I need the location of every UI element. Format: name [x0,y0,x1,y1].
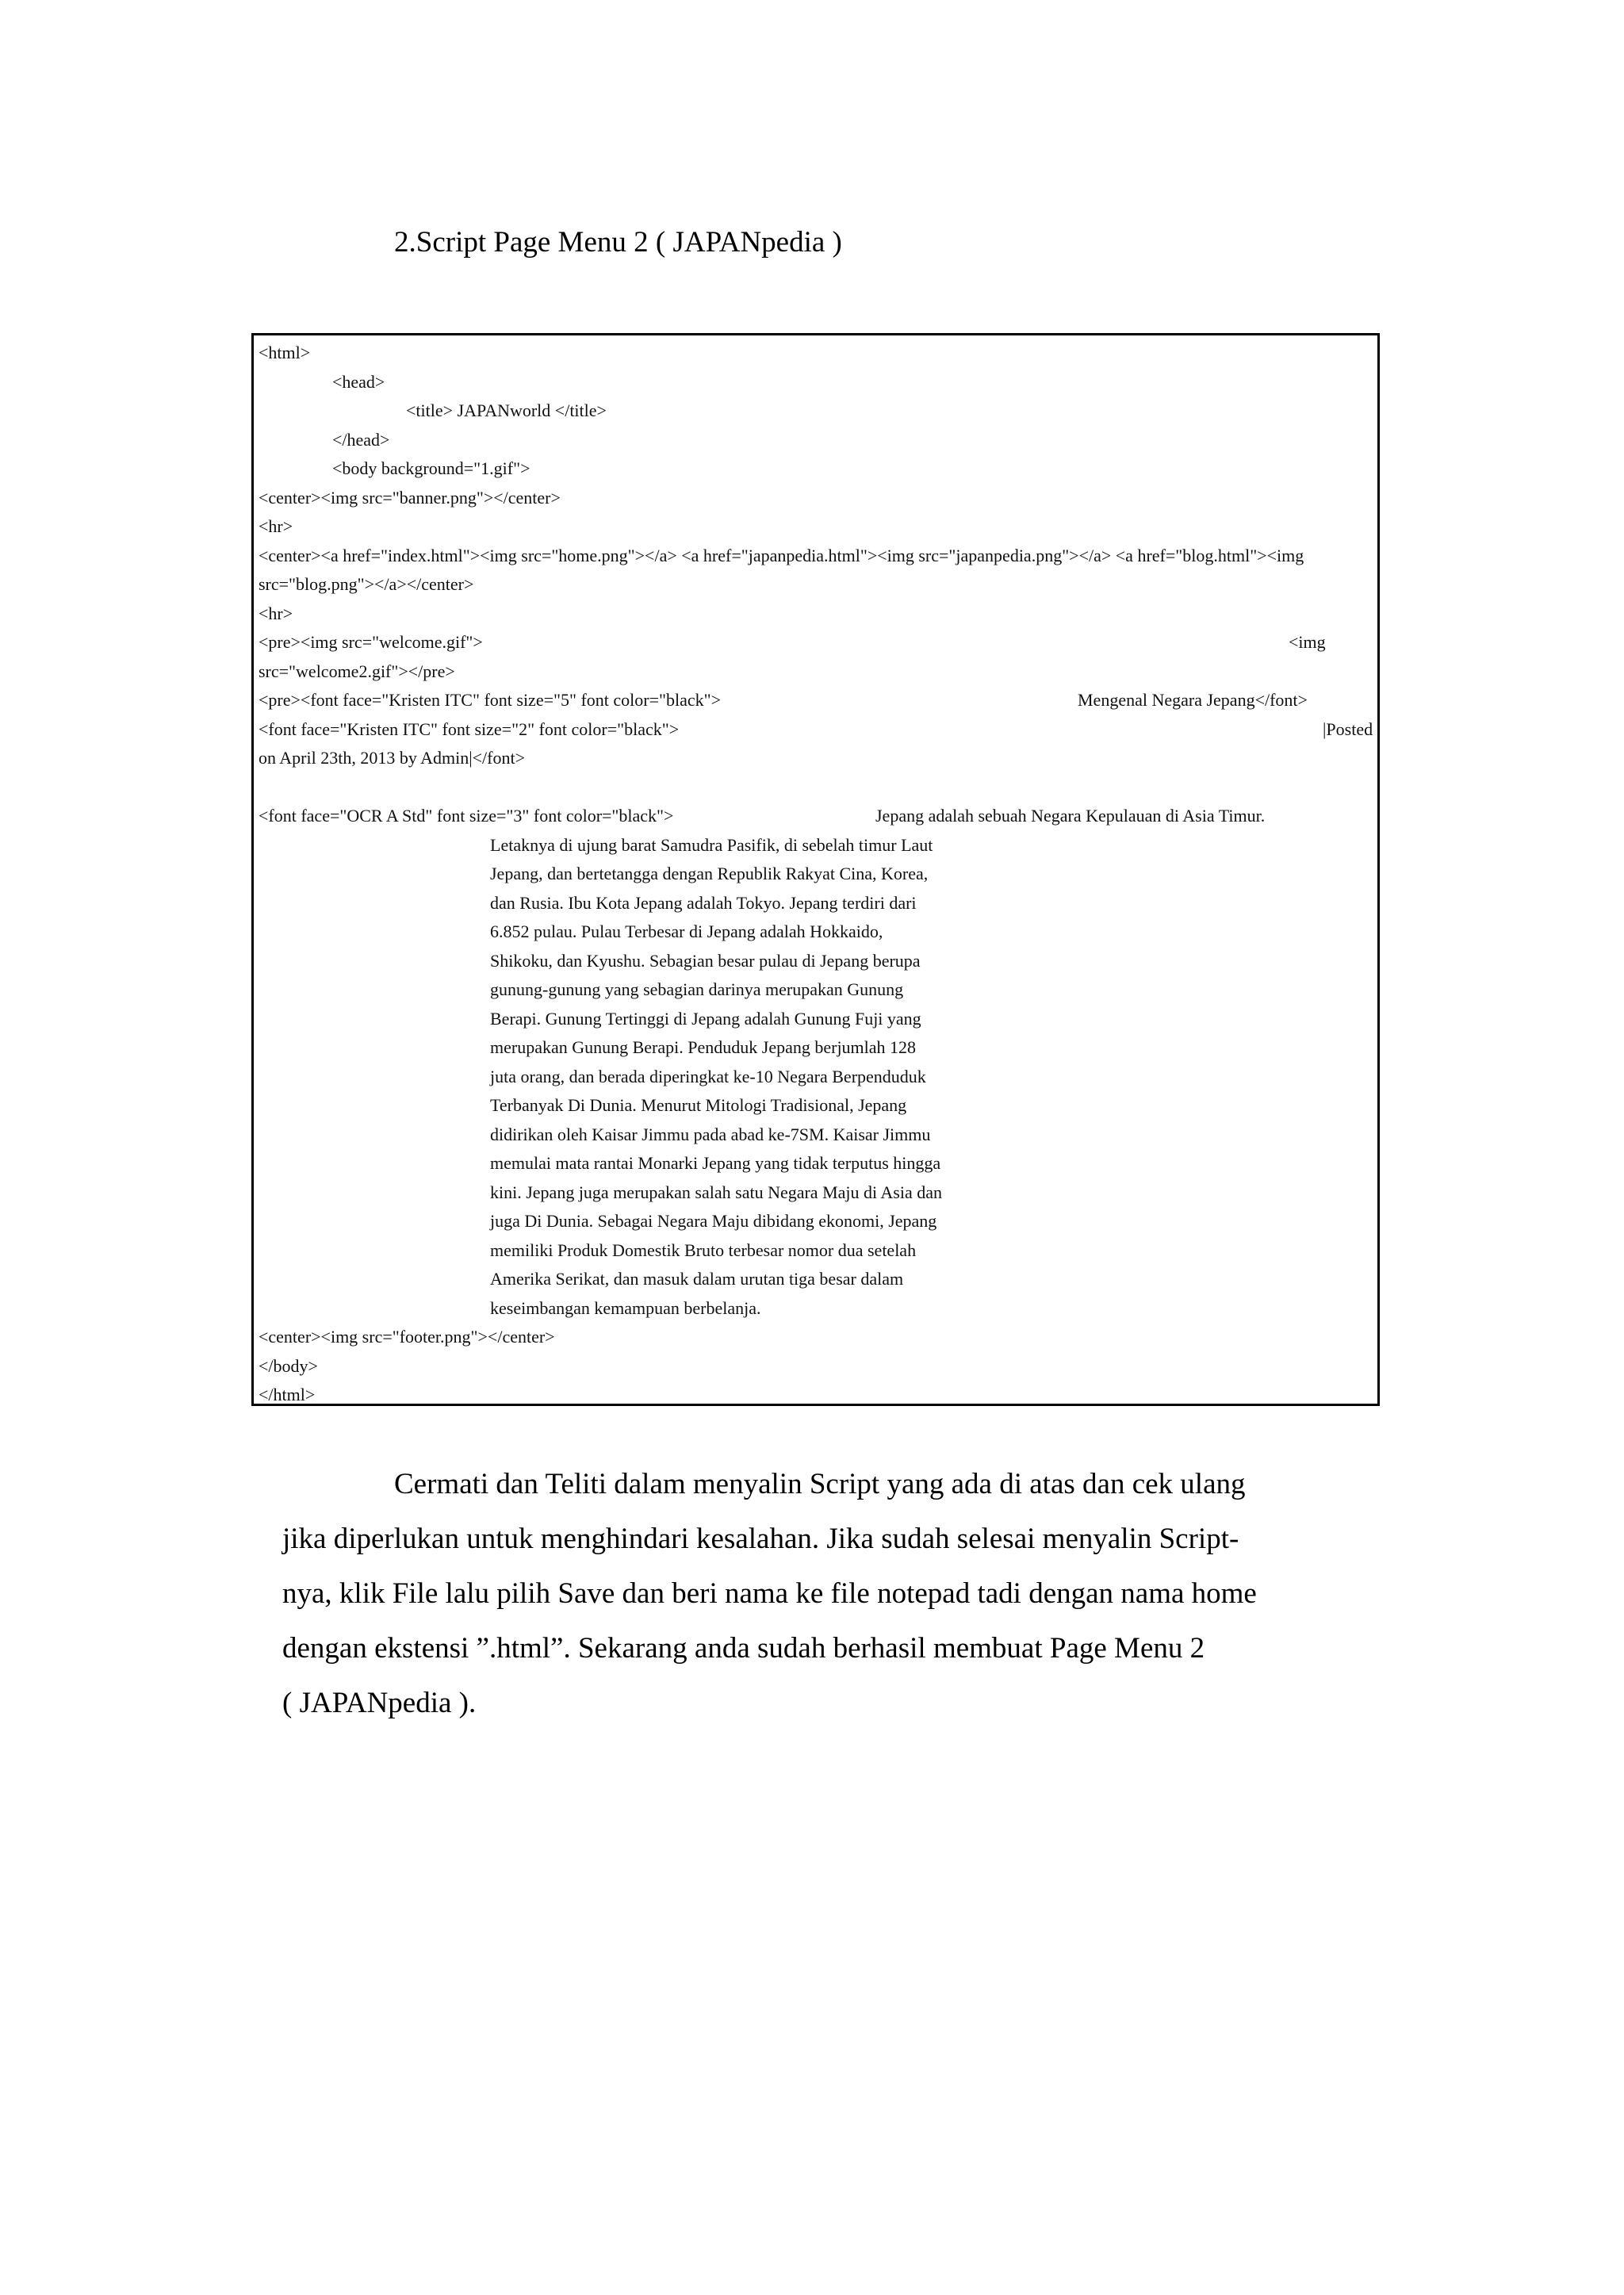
code-line: <title> JAPANworld </title> [406,400,607,420]
code-listing-box [251,333,1380,1406]
code-line: Letaknya di ujung barat Samudra Pasifik, di sebelah timur Laut [490,835,933,855]
code-line: Terbanyak Di Dunia. Menurut Mitologi Tradisional, Jepang [490,1095,907,1115]
code-line: |Posted [1323,719,1373,739]
code-line: <html> [259,343,311,362]
code-line: <pre><font face="Kristen ITC" font size="5" font color="black"> [259,690,722,710]
code-line: <hr> [259,603,293,623]
paragraph-line: jika diperlukan untuk menghindari kesalahan. Jika sudah selesai menyalin Script- [282,1523,1239,1555]
code-line: <body background="1.gif"> [332,458,530,478]
code-line: src="blog.png"></a></center> [259,574,474,594]
code-line: Jepang, dan bertetangga dengan Republik Rakyat Cina, Korea, [490,864,929,883]
code-line: </head> [332,430,390,450]
code-line: juta orang, dan berada diperingkat ke-10 Negara Berpenduduk [490,1067,926,1086]
code-line: on April 23th, 2013 by Admin|</font> [259,748,526,768]
code-line: dan Rusia. Ibu Kota Jepang adalah Tokyo. Jepang terdiri dari [490,893,917,913]
code-line: memiliki Produk Domestik Bruto terbesar nomor dua setelah [490,1240,917,1260]
code-line: </html> [259,1385,316,1404]
code-line: kini. Jepang juga merupakan salah satu Negara Maju di Asia dan [490,1182,943,1202]
code-line: Jepang adalah sebuah Negara Kepulauan di Asia Timur. [875,806,1266,826]
code-line: <center><a href="index.html"><img src="home.png"></a> <a href="japanpedia.html"><img src="japanpedia.png"></a> <a href="blog.html"><img [259,546,1304,565]
code-line: didirikan oleh Kaisar Jimmu pada abad ke-7SM. Kaisar Jimmu [490,1125,931,1144]
code-line: <center><img src="footer.png"></center> [259,1327,555,1347]
section-heading: 2.Script Page Menu 2 ( JAPANpedia ) [394,226,842,259]
code-line: memulai mata rantai Monarki Jepang yang tidak terputus hingga [490,1153,941,1173]
code-line: </body> [259,1356,318,1376]
code-line: Berapi. Gunung Tertinggi di Jepang adalah Gunung Fuji yang [490,1009,921,1029]
code-line: <pre><img src="welcome.gif"> [259,632,483,652]
code-line: <font face="OCR A Std" font size="3" font color="black"> [259,806,674,826]
code-line: gunung-gunung yang sebagian darinya merupakan Gunung [490,979,904,999]
code-line: Shikoku, dan Kyushu. Sebagian besar pulau di Jepang berupa [490,951,921,971]
paragraph-line: Cermati dan Teliti dalam menyalin Script yang ada di atas dan cek ulang [394,1468,1246,1500]
paragraph-line: ( JAPANpedia ). [282,1687,477,1719]
code-line: <img [1289,632,1326,652]
code-line: <head> [332,372,385,392]
paragraph-line: nya, klik File lalu pilih Save dan beri nama ke file notepad tadi dengan nama home [282,1577,1257,1610]
code-line: merupakan Gunung Berapi. Penduduk Jepang berjumlah 128 [490,1037,917,1057]
code-line: <font face="Kristen ITC" font size="2" font color="black"> [259,719,680,739]
code-line: <hr> [259,516,293,536]
code-line: juga Di Dunia. Sebagai Negara Maju dibidang ekonomi, Jepang [490,1211,937,1231]
code-line: Mengenal Negara Jepang</font> [1078,690,1308,710]
paragraph-line: dengan ekstensi ”.html”. Sekarang anda sudah berhasil membuat Page Menu 2 [282,1632,1205,1665]
code-line: <center><img src="banner.png"></center> [259,488,561,508]
code-line: src="welcome2.gif"></pre> [259,661,455,681]
code-line: keseimbangan kemampuan berbelanja. [490,1298,761,1318]
code-line: Amerika Serikat, dan masuk dalam urutan tiga besar dalam [490,1269,904,1289]
code-line: 6.852 pulau. Pulau Terbesar di Jepang adalah Hokkaido, [490,921,883,941]
